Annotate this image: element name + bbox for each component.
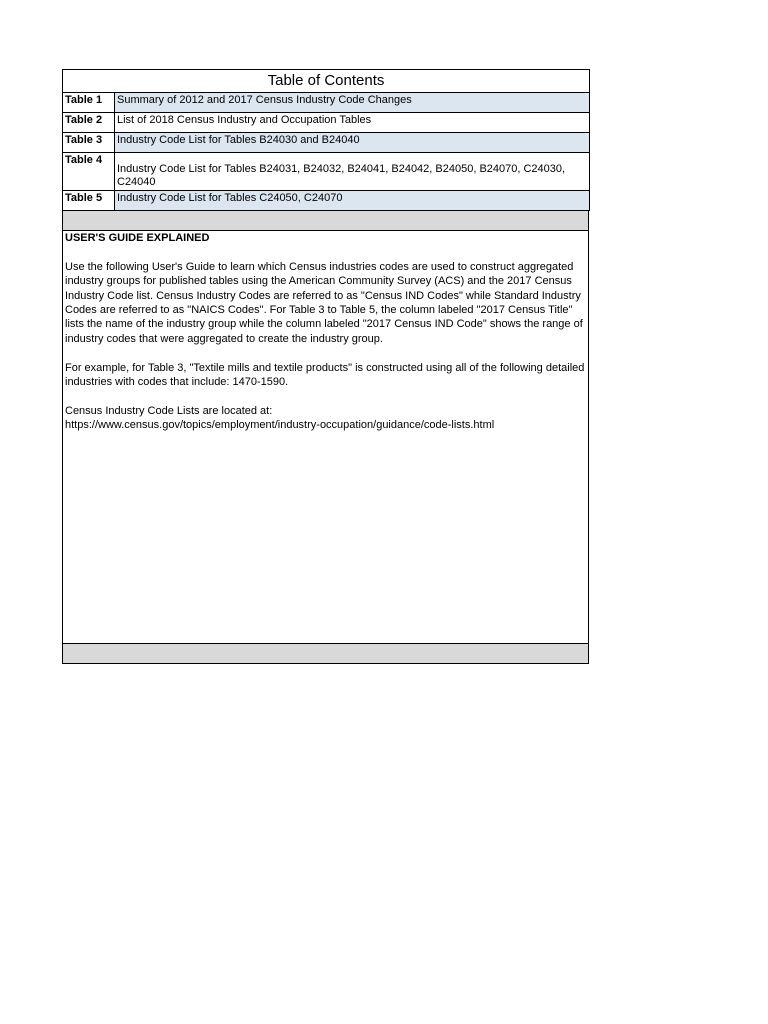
toc-link-table-2[interactable]: List of 2018 Census Industry and Occupation Tables <box>115 113 590 133</box>
toc-row-label: Table 5 <box>63 191 115 211</box>
toc-row-label: Table 1 <box>63 93 115 113</box>
toc-row-label: Table 2 <box>63 113 115 133</box>
guide-heading: USER'S GUIDE EXPLAINED <box>65 232 210 244</box>
toc-row-table-5 <box>63 191 590 211</box>
toc-row-table-1 <box>63 93 590 113</box>
guide-paragraph-2: For example, for Table 3, "Textile mills and textile products" is constructed using all of the following detailed industries with codes that include: 1470-1590. <box>65 361 585 389</box>
table-of-contents <box>62 69 590 211</box>
spacer <box>65 245 586 259</box>
toc-row-table-3 <box>63 133 590 153</box>
spreadsheet <box>62 69 589 664</box>
spacer <box>65 346 586 360</box>
toc-link-table-1[interactable]: Summary of 2012 and 2017 Census Industry Code Changes <box>115 93 590 113</box>
guide-paragraph-1: Use the following User's Guide to learn which Census industries codes are used to construct aggregated industry groups for published tables using the American Community Survey (ACS) and the 2017 Census Industry Code list. Census Industry Codes are referred to as "Census IND Codes" while Standard Industry Codes are referred to as "NAICS Codes". For Table 3 to Table 5, the column labeled "2017 Census Title" lists the name of the industry group while the column labeled "2017 Census IND Code" shows the range of industry codes that were aggregated to create the industry group. <box>65 260 583 345</box>
users-guide-box <box>62 230 589 644</box>
guide-paragraph-3: Census Industry Code Lists are located at: <box>65 404 273 417</box>
toc-link-table-3[interactable]: Industry Code List for Tables B24030 and B24040 <box>115 133 590 153</box>
toc-link-table-4[interactable]: Industry Code List for Tables B24031, B24032, B24041, B24042, B24050, B24070, C24030, C24040 <box>115 153 590 191</box>
toc-title: Table of Contents <box>63 70 590 93</box>
toc-row-table-4 <box>63 153 590 191</box>
footer-band <box>62 644 589 664</box>
toc-row-label: Table 4 <box>63 153 115 191</box>
toc-row-label: Table 3 <box>63 133 115 153</box>
toc-link-table-5[interactable]: Industry Code List for Tables C24050, C24070 <box>115 191 590 211</box>
spacer <box>65 389 586 403</box>
toc-row-table-2 <box>63 113 590 133</box>
code-lists-url[interactable]: https://www.census.gov/topics/employment/industry-occupation/guidance/code-lists.html <box>65 419 495 432</box>
separator-band <box>62 211 589 230</box>
